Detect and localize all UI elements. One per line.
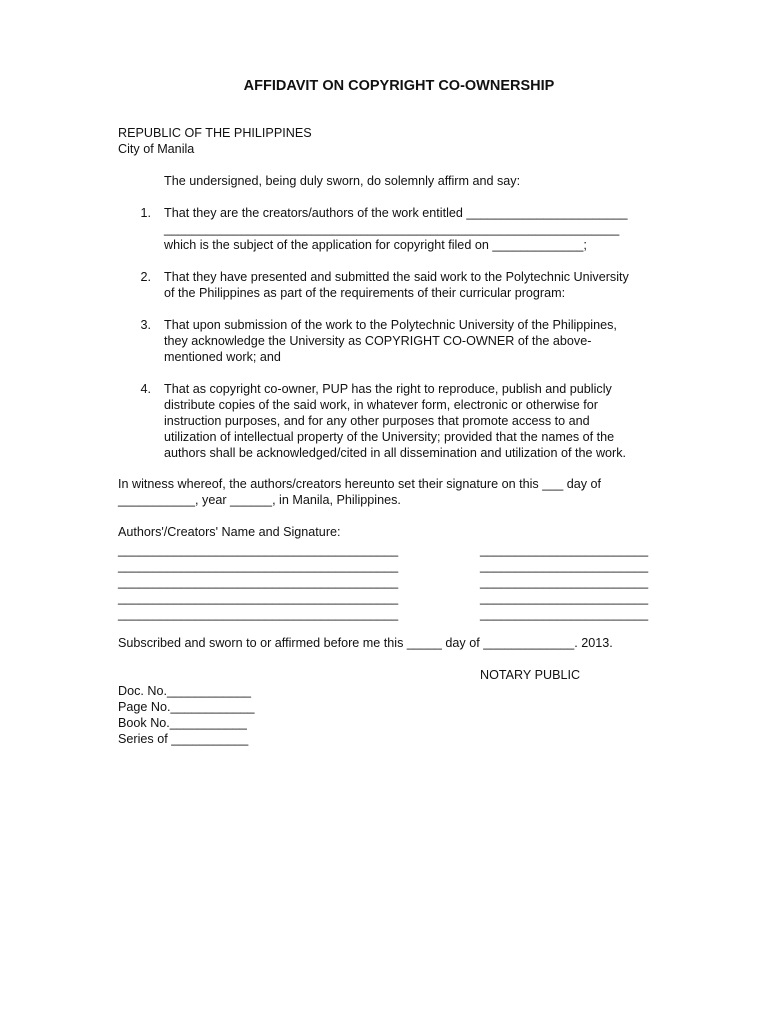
item-line: instruction purposes, and for any other purposes that promote access to and bbox=[164, 414, 590, 428]
item-number: 4. bbox=[140, 382, 151, 396]
item-line: That they have presented and submitted the said work to the Polytechnic University bbox=[164, 270, 629, 284]
signature-line: ________________________________________ bbox=[118, 543, 399, 557]
witness-line: In witness whereof, the authors/creators hereunto set their signature on this ___ day of bbox=[118, 477, 602, 491]
notary-public-label: NOTARY PUBLIC bbox=[480, 668, 581, 682]
venue-country: REPUBLIC OF THE PHILIPPINES bbox=[118, 126, 312, 140]
signature-line: ________________________________________ bbox=[118, 559, 399, 573]
signature-line: ________________________ bbox=[480, 543, 649, 557]
item-number: 1. bbox=[140, 206, 151, 220]
signature-line: ________________________________________ bbox=[118, 575, 399, 589]
item-line: they acknowledge the University as COPYRIGHT CO-OWNER of the above- bbox=[164, 334, 592, 348]
signature-line: ________________________ bbox=[480, 575, 649, 589]
item-number: 3. bbox=[140, 318, 151, 332]
book-number: Book No.___________ bbox=[118, 716, 247, 730]
item-line: utilization of intellectual property of the University; provided that the names of the bbox=[164, 430, 615, 444]
signature-line: ________________________ bbox=[480, 559, 649, 573]
item-number: 2. bbox=[140, 270, 151, 284]
witness-line: ___________, year ______, in Manila, Philippines. bbox=[118, 493, 401, 507]
item-line: That upon submission of the work to the Polytechnic University of the Philippines, bbox=[164, 318, 617, 332]
signatures-label: Authors'/Creators' Name and Signature: bbox=[118, 525, 341, 539]
item-line: _________________________________________________________________ bbox=[164, 222, 620, 236]
document-title: AFFIDAVIT ON COPYRIGHT CO-OWNERSHIP bbox=[243, 78, 555, 94]
signature-line: ________________________________________ bbox=[118, 591, 399, 605]
item-line: That as copyright co-owner, PUP has the right to reproduce, publish and publicly bbox=[164, 382, 612, 396]
item-line: authors shall be acknowledged/cited in all dissemination and utilization of the work. bbox=[164, 446, 627, 460]
signature-line: ________________________ bbox=[480, 607, 649, 621]
series-number: Series of ___________ bbox=[118, 732, 249, 746]
venue-city: City of Manila bbox=[118, 142, 195, 156]
doc-number: Doc. No.____________ bbox=[118, 684, 252, 698]
signature-line: ________________________ bbox=[480, 591, 649, 605]
signature-line: ________________________________________ bbox=[118, 607, 399, 621]
item-line: distribute copies of the said work, in whatever form, electronic or otherwise for bbox=[164, 398, 598, 412]
item-line: mentioned work; and bbox=[164, 350, 281, 364]
item-line: which is the subject of the application for copyright filed on _____________; bbox=[164, 238, 587, 252]
page-number: Page No.____________ bbox=[118, 700, 255, 714]
item-line: That they are the creators/authors of the work entitled _______________________ bbox=[164, 206, 628, 220]
subscribed-statement: Subscribed and sworn to or affirmed before me this _____ day of _____________. 2013. bbox=[118, 636, 613, 650]
intro-statement: The undersigned, being duly sworn, do solemnly affirm and say: bbox=[164, 174, 521, 188]
item-line: of the Philippines as part of the requirements of their curricular program: bbox=[164, 286, 566, 300]
